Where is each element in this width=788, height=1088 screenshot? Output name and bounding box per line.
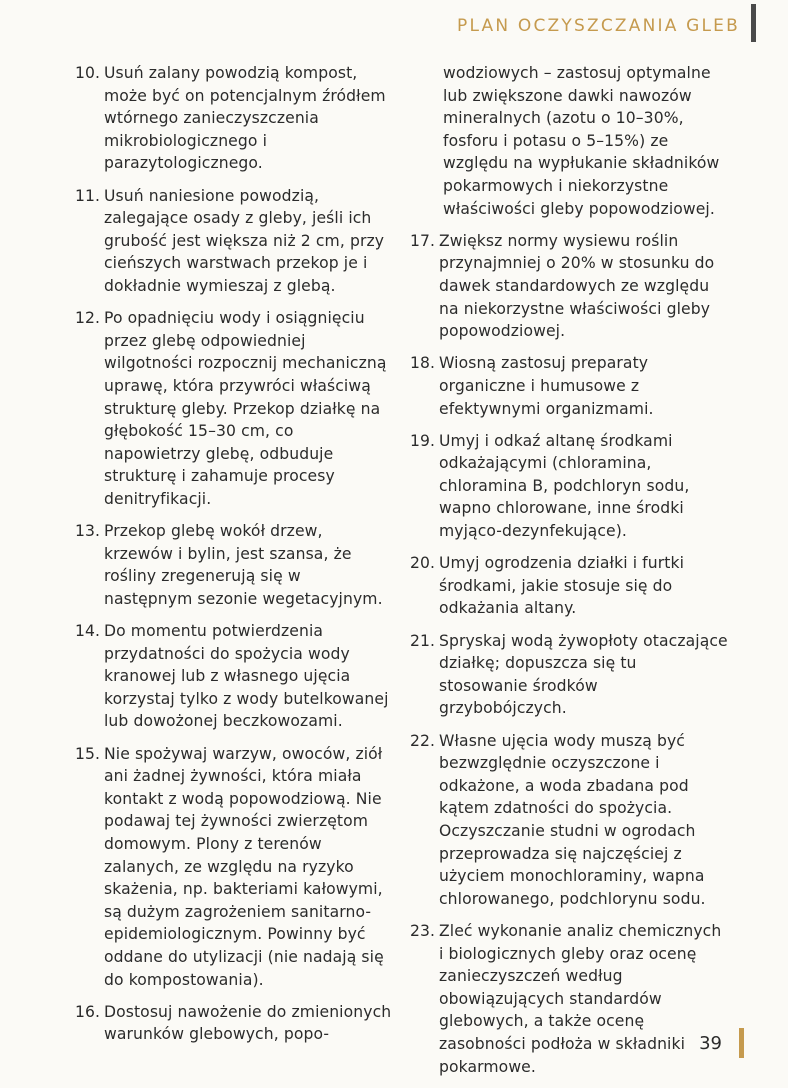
item-number: 14. — [75, 622, 101, 641]
item-number: 19. — [410, 431, 436, 450]
item-text: Dostosuj nawożenie do zmienionych warunków glebowych, popo- — [104, 1002, 392, 1044]
list-item — [75, 620, 393, 733]
item-number: 10. — [75, 64, 101, 82]
item-number: 17. — [410, 231, 436, 250]
continued-text: wodziowych – zastosuj optymalne lub zwiększone dawki nawozów mineralnych (azotu o 10–30%, fosforu i potasu o 5–15%) ze względu na wypłukanie składników pokarmowych i niekorzystne właściwości gleby popowodziowej. — [443, 64, 720, 218]
right-column — [410, 62, 728, 1088]
item-text: Zwiększ normy wysiewu roślin przynajmniej o 20% w stosunku do dawek standardowych ze względu na niekorzystne właściwości gleby popowodziowej. — [439, 231, 715, 341]
item-text: Usuń zalany powodzią kompost, może być on potencjalnym źródłem wtórnego zanieczyszczenia mikrobiologicznego i parazytologicznego. — [104, 64, 386, 173]
item-text: Przekop glebę wokół drzew, krzewów i bylin, jest szansa, że rośliny zregenerują się w następnym sezonie wegetacyjnym. — [104, 522, 383, 608]
item-number: 16. — [75, 1002, 101, 1021]
item-number: 23. — [410, 921, 436, 940]
item-text: Własne ujęcia wody muszą być bezwzględnie oczyszczone i odkażone, a woda zbadana pod kątem zdatności do spożycia. Oczyszczanie studni w ogrodach przeprowadza się najczęściej z użyciem monochloraminy, wapna chlorowanego, podchlorynu sodu. — [439, 731, 706, 908]
list-item — [75, 307, 393, 510]
list-item — [410, 352, 728, 420]
header-rule — [751, 4, 756, 42]
item-number: 20. — [410, 554, 436, 573]
item-number: 12. — [75, 309, 101, 328]
item-number: 21. — [410, 631, 436, 650]
page-number: 39 — [699, 1033, 722, 1054]
list-item — [75, 1001, 393, 1046]
item-text: Zleć wykonanie analiz chemicznych i biologicznych gleby oraz ocenę zanieczyszczeń według obowiązujących standardów glebowych, a także ocenę zasobności podłoża w składniki pokarmowe. — [439, 921, 722, 1076]
item-number: 11. — [75, 186, 101, 205]
list-item — [410, 552, 728, 620]
item-number: 18. — [410, 354, 436, 373]
list-item — [75, 743, 393, 992]
list-item — [410, 730, 728, 911]
list-item — [75, 185, 393, 298]
item-number: 15. — [75, 744, 101, 763]
header-title: PLAN OCZYSZCZANIA GLEB — [457, 16, 740, 36]
running-header — [457, 16, 740, 36]
item-text: Wiosną zastosuj preparaty organiczne i humusowe z efektywnymi organizmami. — [439, 354, 654, 418]
item-text: Usuń naniesione powodzią, zalegające osady z gleby, jeśli ich grubość jest większa niż 2 cm, przy cieńszych warstwach przekop je i dokładnie wymieszaj z glebą. — [104, 186, 385, 295]
list-item — [75, 62, 393, 175]
item-number: 22. — [410, 731, 436, 750]
item-text: Umyj i odkaź altanę środkami odkażającymi (chloramina, chloramina B, podchloryn sodu, wapno chlorowane, inne środki myjąco-dezynfekujące). — [439, 431, 690, 541]
item-text: Umyj ogrodzenia działki i furtki środkami, jakie stosuje się do odkażania altany. — [439, 554, 685, 618]
item-text: Spryskaj wodą żywopłoty otaczające działkę; dopuszcza się tu stosowanie środków grzybobójczych. — [439, 631, 728, 718]
list-item — [410, 630, 728, 720]
list-item — [410, 230, 728, 343]
left-column — [75, 62, 393, 1056]
item-text: Po opadnięciu wody i osiągnięciu przez glebę odpowiedniej wilgotności rozpocznij mechaniczną uprawę, która przywróci właściwą strukturę gleby. Przekop działkę na głębokość 15–30 cm, co napowietrzy glebę, odbuduje strukturę i zahamuje procesy denitryfikacji. — [104, 309, 387, 508]
list-item — [75, 520, 393, 610]
item-text: Do momentu potwierdzenia przydatności do spożycia wody kranowej lub z własnego ujęcia korzystaj tylko z wody butelkowanej lub dowożonej beczkowozami. — [104, 622, 389, 731]
list-item — [410, 430, 728, 543]
item-text: Nie spożywaj warzyw, owoców, ziół ani żadnej żywności, która miała kontakt z wodą popowodziową. Nie podawaj tej żywności zwierzętom domowym. Plony z terenów zalanych, ze względu na ryzyko skażenia, np. bakteriami kałowymi, są dużym zagrożeniem sanitarno-epidemiologicznym. Powinny być oddane do utylizacji (nie nadają się do kompostowania). — [104, 744, 384, 989]
item-number: 13. — [75, 522, 101, 541]
page-number-bar — [739, 1028, 744, 1058]
list-item — [410, 920, 728, 1078]
